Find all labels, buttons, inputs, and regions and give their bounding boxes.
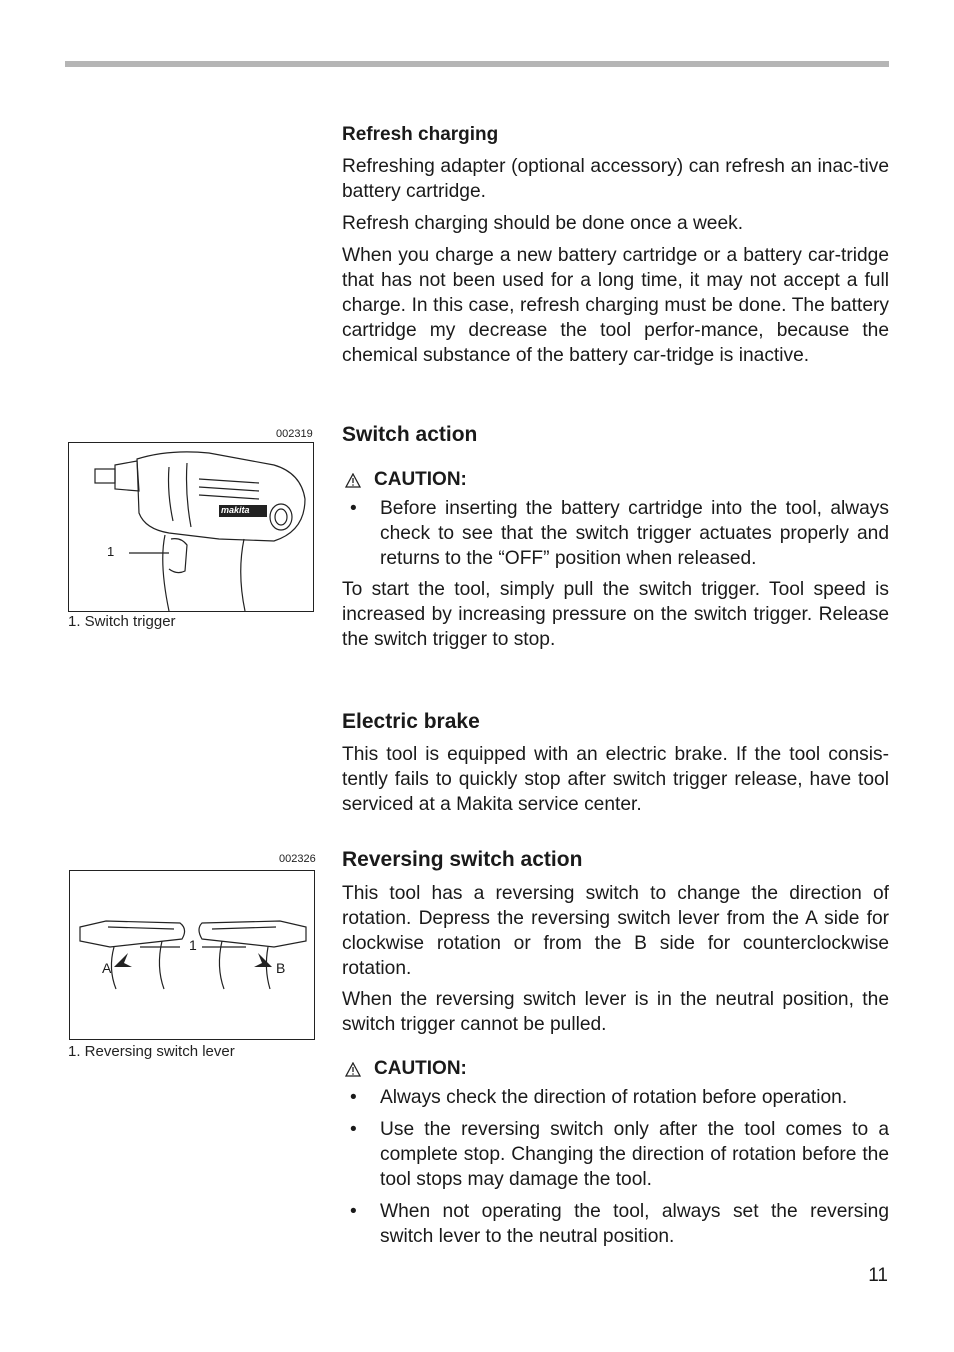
page-number: 11	[868, 1265, 888, 1286]
bullet-dot: •	[350, 1119, 357, 1140]
switch-caution-bullet	[342, 496, 889, 571]
refresh-heading: Refresh charging	[342, 124, 499, 145]
switch-action-section	[342, 422, 889, 652]
reversing-caution-bullet	[342, 1085, 889, 1110]
label-a: A	[102, 960, 112, 976]
caution-label: CAUTION:	[374, 1058, 467, 1079]
refresh-paragraph-3: When you charge a new battery cartridge or a battery car-tridge that has not been used for a long time, it may not accept a full charge. In this case, refresh charging must be done. The battery cartridge my decrease the tool perfor-mance, because the chemical substance of the battery car-tridge is inactive.	[342, 245, 889, 366]
refresh-paragraph-1: Refreshing adapter (optional accessory) can refresh an inac-tive battery cartridge.	[342, 156, 889, 202]
top-rule	[65, 61, 889, 67]
bullet-dot: •	[350, 1087, 357, 1108]
switch-action-body: To start the tool, simply pull the switch trigger. Tool speed is increased by increasing pressure on the switch trigger. Release the switch trigger to stop.	[342, 579, 889, 650]
warning-triangle-icon	[345, 473, 361, 488]
electric-brake-body: This tool is equipped with an electric brake. If the tool consis-tently fails to quickly stop after switch trigger release, have tool serviced at a Makita service center.	[342, 744, 889, 815]
electric-brake-heading: Electric brake	[342, 710, 480, 733]
reversing-section	[342, 847, 889, 1249]
reversing-caution-bullet	[342, 1199, 889, 1249]
bullet-dot: •	[350, 498, 357, 519]
figure-2-reversing-switch	[69, 870, 315, 1040]
figure-2-callout: 1	[189, 937, 197, 953]
reversing-paragraph-1: This tool has a reversing switch to change the direction of rotation. Depress the reversing switch lever from the A side for clockwise rotation or from the B side for counterclockwise rotation.	[342, 883, 889, 979]
refresh-section	[342, 123, 889, 368]
refresh-paragraph-2: Refresh charging should be done once a week.	[342, 213, 744, 234]
warning-triangle-icon	[345, 1062, 361, 1077]
impact-driver-illustration	[69, 443, 313, 611]
figure-2-code: 002326	[279, 853, 316, 865]
reversing-switch-illustration	[70, 871, 314, 1039]
reversing-paragraph-2: When the reversing switch lever is in the neutral position, the switch trigger cannot be pulled.	[342, 989, 889, 1035]
reversing-caution-bullet	[342, 1117, 889, 1192]
bullet-text: Before inserting the battery cartridge into the tool, always check to see that the switch trigger actuates properly and returns to the “OFF” position when released.	[380, 498, 889, 569]
bullet-text: When not operating the tool, always set the reversing switch lever to the neutral position.	[380, 1201, 889, 1247]
switch-action-heading: Switch action	[342, 423, 478, 446]
reversing-caution	[342, 1057, 889, 1081]
electric-brake-section	[342, 709, 889, 817]
caution-label: CAUTION:	[374, 469, 467, 490]
figure-1-callout: 1	[107, 544, 115, 559]
label-b: B	[276, 960, 286, 976]
figure-1-caption: 1. Switch trigger	[68, 613, 176, 630]
bullet-text: Always check the direction of rotation before operation.	[380, 1087, 848, 1108]
bullet-text: Use the reversing switch only after the tool comes to a complete stop. Changing the direction of rotation before the tool stops may damage the tool.	[380, 1119, 889, 1190]
switch-caution	[342, 468, 889, 492]
figure-1-code: 002319	[276, 428, 313, 440]
figure-1-switch-trigger	[68, 442, 314, 612]
bullet-dot: •	[350, 1201, 357, 1222]
reversing-heading: Reversing switch action	[342, 848, 583, 871]
figure-2-caption: 1. Reversing switch lever	[68, 1043, 235, 1060]
logo-text: makita	[221, 505, 250, 515]
